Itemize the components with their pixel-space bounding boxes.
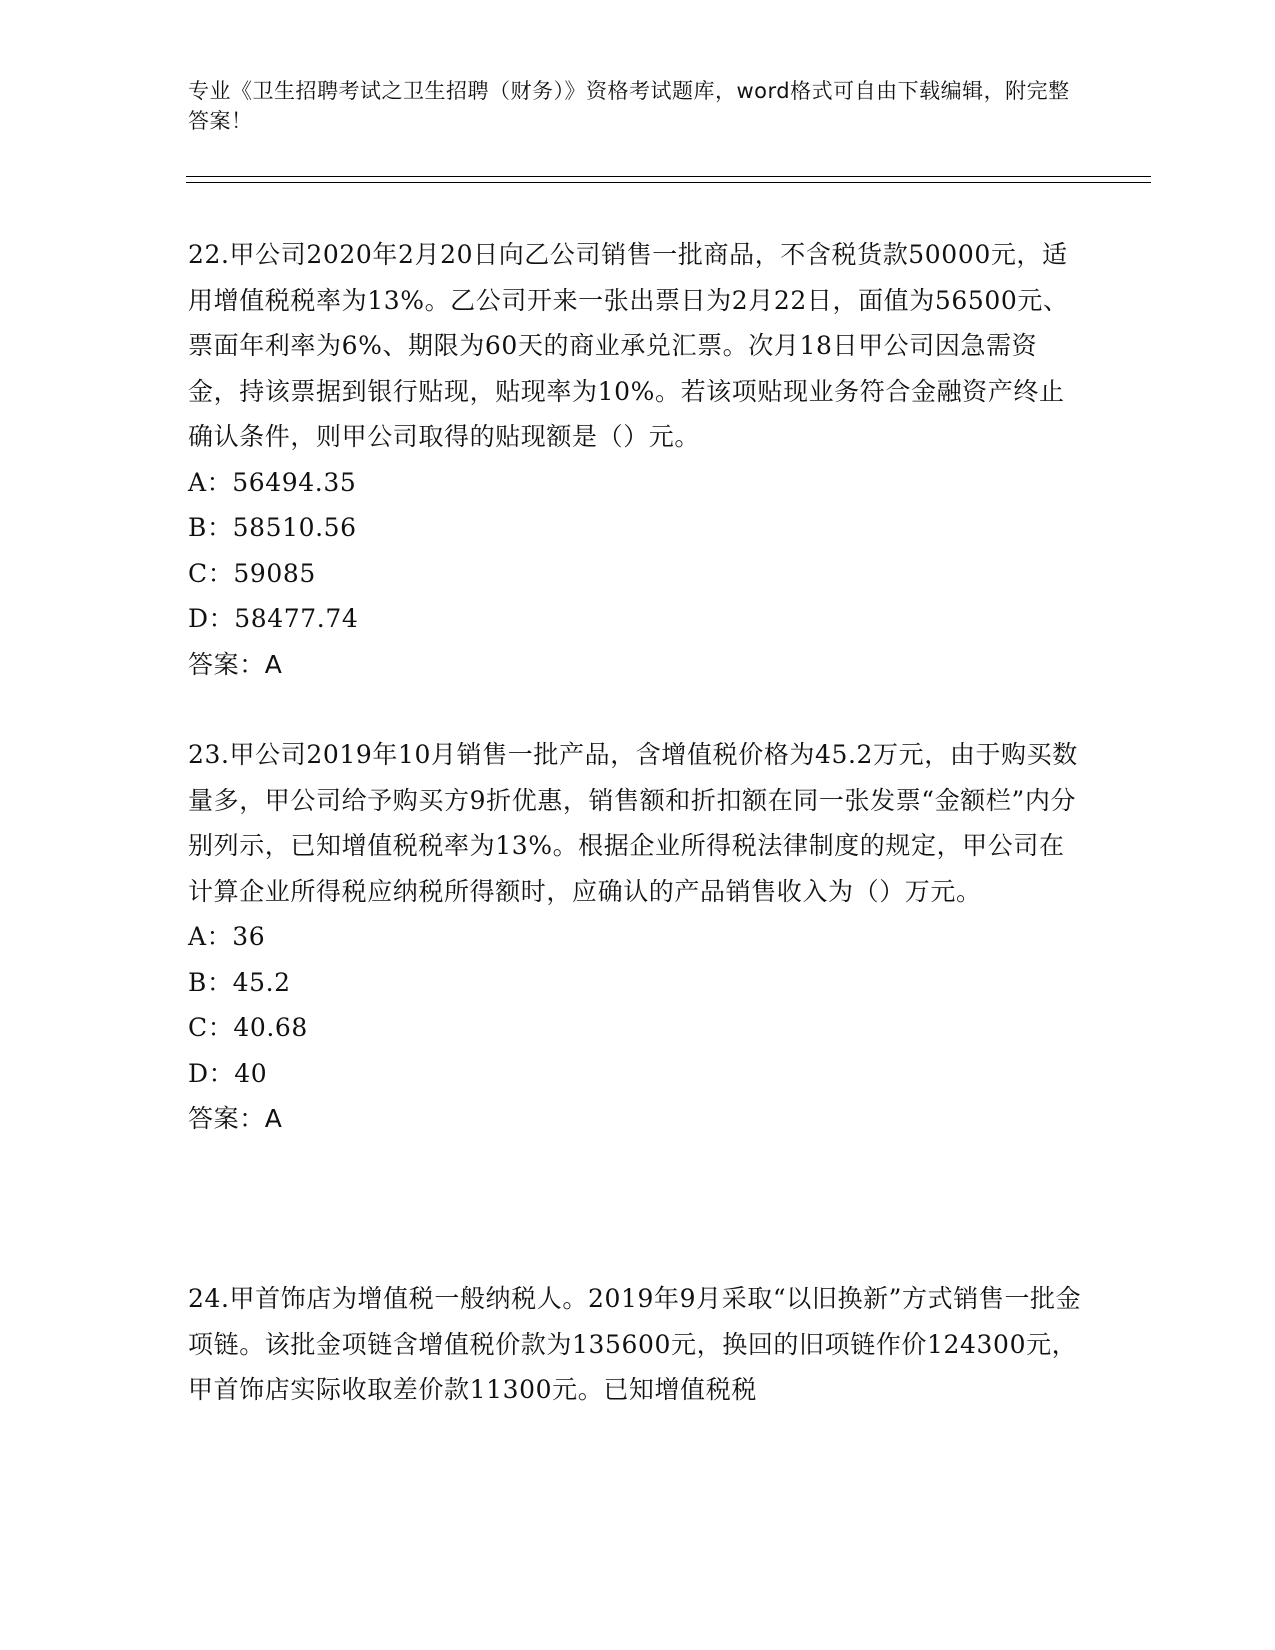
question-stem: 23.甲公司2019年10月销售一批产品，含增值税价格为45.2万元，由于购买数量多，甲公司给予购买方9折优惠，销售额和折扣额在同一张发票“金额栏”内分别列示，已知增值税税率为13%。根据企业所得税法律制度的规定，甲公司在计算企业所得税应纳税所得额时，应确认的产品销售收入为（）万元。 — [188, 740, 1078, 906]
option-d: D：40 — [188, 1058, 268, 1088]
question-stem: 22.甲公司2020年2月20日向乙公司销售一批商品，不含税货款50000元，适用增值税税率为13%。乙公司开来一张出票日为2月22日，面值为56500元、票面年利率为6%、期限为60天的商业承兑汇票。次月18日甲公司因急需资金，持该票据到银行贴现，贴现率为10%。若该项贴现业务符合金融资产终止确认条件，则甲公司取得的贴现额是（）元。 — [188, 240, 1069, 451]
option-a: A：56494.35 — [188, 467, 357, 497]
question-22 — [188, 232, 1088, 687]
question-stem: 24.甲首饰店为增值税一般纳税人。2019年9月采取“以旧换新”方式销售一批金项链。该批金项链含增值税价款为135600元，换回的旧项链作价124300元，甲首饰店实际收取差价款11300元。已知增值税税 — [188, 1284, 1082, 1404]
option-d: D：58477.74 — [188, 604, 359, 633]
header-divider-bottom — [186, 182, 1151, 183]
header-divider-top — [186, 176, 1151, 177]
option-b: B：58510.56 — [188, 513, 357, 542]
question-24 — [188, 1276, 1088, 1413]
option-a: A：36 — [188, 922, 266, 951]
document-header: 专业《卫生招聘考试之卫生招聘（财务）》资格考试题库，word格式可自由下载编辑，附完整答案！ — [188, 79, 1070, 133]
option-c: C：40.68 — [188, 1013, 308, 1042]
question-23 — [188, 732, 1088, 1142]
answer-line: 答案：A — [188, 649, 283, 679]
answer-line: 答案：A — [188, 1104, 283, 1133]
option-b: B：45.2 — [188, 967, 291, 997]
option-c: C：59085 — [188, 558, 316, 588]
